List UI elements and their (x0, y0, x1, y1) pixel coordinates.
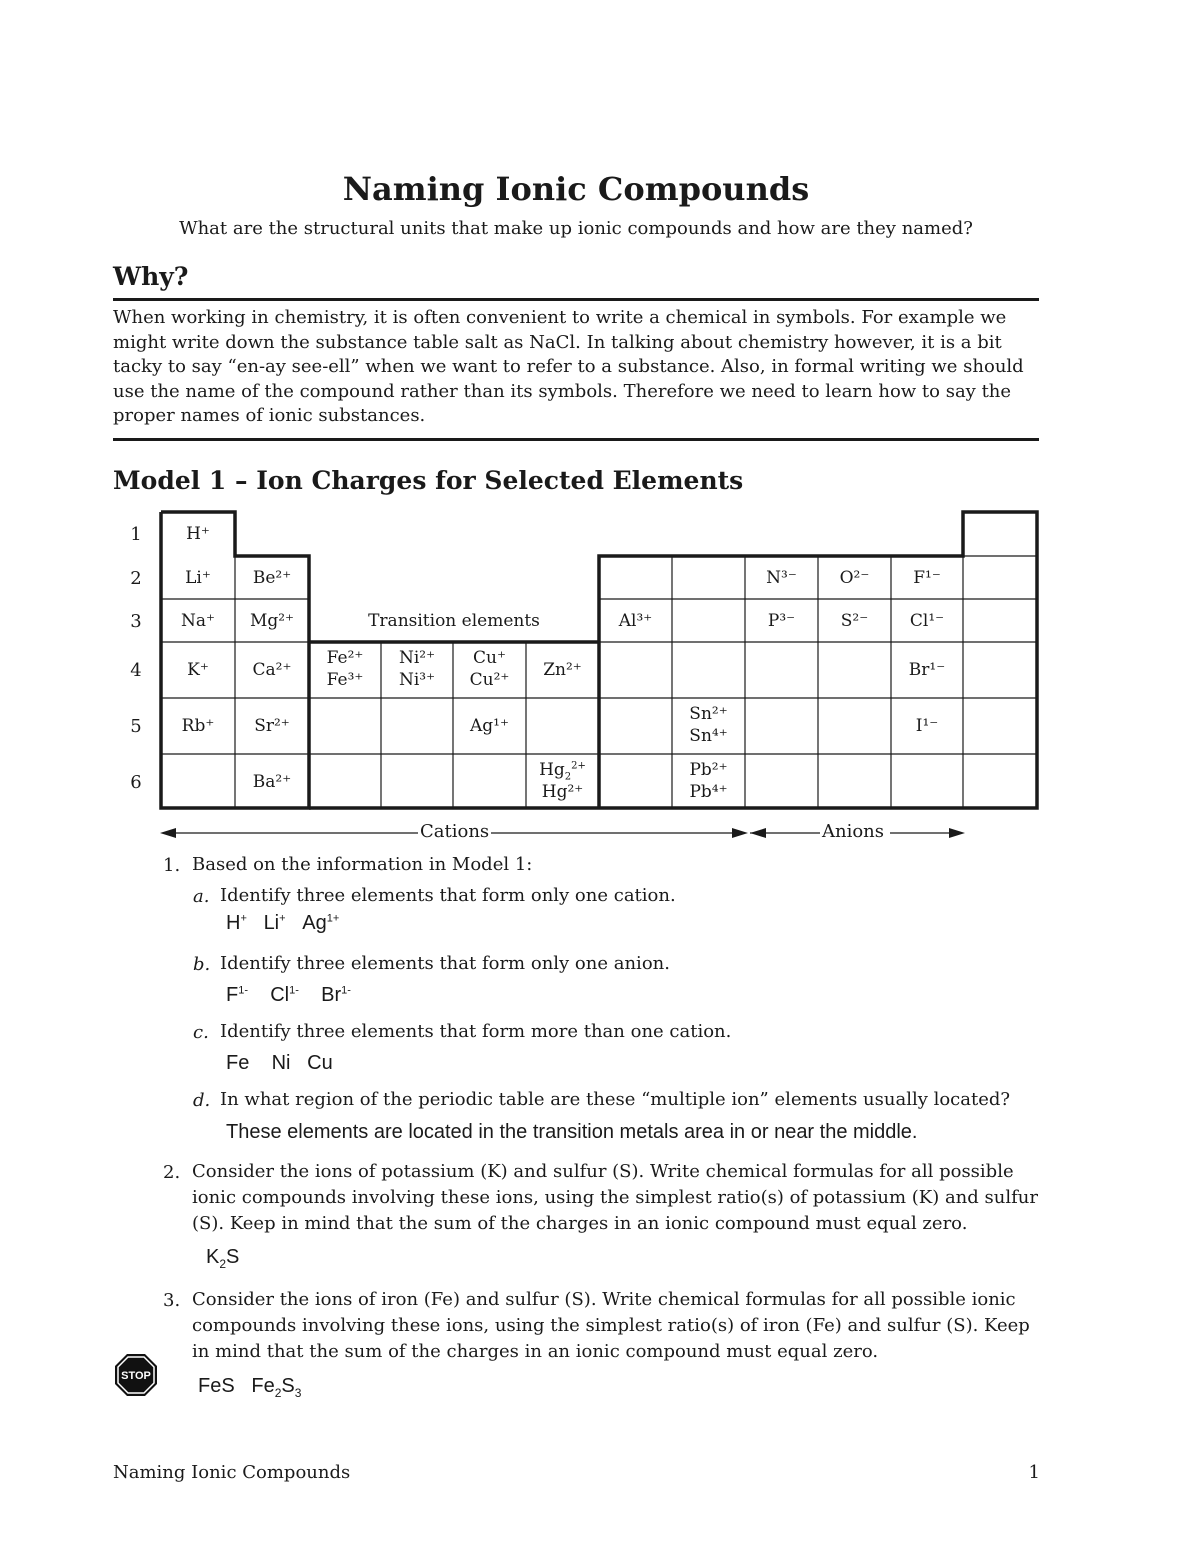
ion-hg-b: Hg²⁺ (541, 782, 584, 802)
ion-sn2: Sn²⁺ (689, 704, 728, 724)
ion-cell-zn: Zn²⁺ (543, 660, 582, 680)
ion-cell-ba: Ba²⁺ (252, 772, 292, 792)
question-1b-text: Identify three elements that form only one anion. (220, 953, 670, 974)
ion-hg-a: $Hg_2^{2+}$ (539, 760, 586, 783)
row-number: 5 (130, 716, 142, 737)
answer-1a: H+ Li+ $Ag^{1+}$ (226, 912, 340, 934)
why-paragraph: When working in chemistry, it is often convenient to write a chemical in symbols. For example we might write down the substance table salt as NaCl. In talking about chemistry however, it is a bit tacky to say “en-ay see-ell” when we want to refer to a substance. Also, in formal writing we should use the name of the compound rather than its symbols. Therefore we need to learn how to say the proper names of ionic substances. (113, 307, 1024, 426)
question-2-text: Consider the ions of potassium (K) and sulfur (S). Write chemical formulas for all possible ionic compounds involving these ions, using the simplest ratio(s) of potassium (K) and sulfur (S). Keep in mind that the sum of the charges in an ionic compound must equal zero. (192, 1161, 1038, 1234)
ion-cell-sn (672, 703, 745, 747)
ion-cu2: Cu²⁺ (469, 670, 510, 690)
ion-cell-cl: Cl¹⁻ (909, 611, 945, 631)
answer-1d: These elements are located in the transition metals area in or near the middle. (226, 1121, 918, 1143)
subquestion-label: c. (193, 1022, 209, 1043)
ion-pb2: Pb²⁺ (689, 760, 728, 780)
ion-cell-hg (526, 759, 599, 803)
subquestion-label: d. (193, 1090, 211, 1111)
answer-1c: Fe Ni Cu (226, 1052, 333, 1074)
question-number: 1. (163, 855, 181, 876)
ion-pb4: Pb⁴⁺ (689, 782, 728, 802)
ion-cell-na: Na⁺ (181, 611, 215, 631)
row-number: 4 (130, 660, 142, 681)
ion-cell-cu (453, 647, 526, 691)
page-title: Naming Ionic Compounds (342, 170, 810, 208)
row-number: 3 (130, 611, 142, 632)
subquestion-label: a. (193, 886, 210, 907)
question-number: 2. (163, 1162, 181, 1183)
subquestion-label: b. (193, 954, 211, 975)
page-subtitle: What are the structural units that make up ionic compounds and how are they named? (179, 218, 973, 239)
ion-cell-rb: Rb⁺ (181, 716, 215, 736)
ion-cell-p: P³⁻ (767, 611, 796, 631)
ion-cell-mg: Mg²⁺ (249, 611, 295, 631)
question-1d-text: In what region of the periodic table are these “multiple ion” elements usually located? (220, 1089, 1011, 1110)
transition-elements-label: Transition elements (368, 611, 540, 631)
answer-3: FeS $Fe_2S_3$ (198, 1375, 302, 1400)
ion-fe2: Fe²⁺ (326, 648, 364, 668)
ion-cell-o: O²⁻ (839, 568, 870, 588)
ion-cell-ag: Ag¹⁺ (470, 716, 509, 736)
why-heading: Why? (113, 262, 189, 291)
ion-cell-sr: Sr²⁺ (254, 716, 290, 736)
question-1c-text: Identify three elements that form more than one cation. (220, 1021, 732, 1042)
question-number: 3. (163, 1290, 181, 1311)
row-number: 6 (130, 772, 142, 793)
ion-cell-f: F¹⁻ (913, 568, 941, 588)
answer-1b: $F^{1-}$ $Cl^{1-}$ $Br^{1-}$ (226, 984, 351, 1006)
ion-cell-pb (672, 759, 745, 803)
ion-cell-br: Br¹⁻ (908, 660, 946, 680)
ion-cell-h: H⁺ (186, 524, 210, 544)
question-1-text: Based on the information in Model 1: (192, 854, 533, 875)
stop-sign-icon (113, 1352, 159, 1398)
model-heading: Model 1 – Ion Charges for Selected Elements (113, 466, 744, 495)
footer-title: Naming Ionic Compounds (113, 1462, 351, 1483)
row-number: 2 (130, 568, 142, 589)
ion-ni2: Ni²⁺ (398, 648, 436, 668)
ion-cell-i: I¹⁻ (915, 716, 939, 736)
ion-fe3: Fe³⁺ (326, 670, 364, 690)
ion-cell-al: Al³⁺ (618, 611, 653, 631)
question-1a-text: Identify three elements that form only one cation. (220, 885, 676, 906)
cations-label: Cations (420, 821, 490, 842)
ion-cell-li: Li⁺ (185, 568, 211, 588)
ion-cell-be: Be²⁺ (252, 568, 292, 588)
stop-sign-text: STOP (121, 1370, 151, 1382)
ion-cell-fe (309, 647, 381, 691)
row-number: 1 (130, 524, 142, 545)
ion-cell-k: K⁺ (187, 660, 209, 680)
question-3-text: Consider the ions of iron (Fe) and sulfur (S). Write chemical formulas for all possible ionic compounds involving these ions, using the simplest ratio(s) of iron (Fe) and sulfur (S). Keep in mind that the sum of the charges in an ionic compound must equal zero. (192, 1289, 1030, 1362)
page-number: 1 (1028, 1462, 1040, 1483)
ion-cell-ni (381, 647, 453, 691)
ion-cu1: Cu⁺ (473, 648, 506, 668)
ion-sn4: Sn⁴⁺ (689, 726, 728, 746)
ion-cell-s: S²⁻ (840, 611, 869, 631)
answer-2: $K_2S$ (206, 1246, 240, 1271)
anions-label: Anions (822, 821, 885, 842)
ion-cell-ca: Ca²⁺ (252, 660, 292, 680)
ion-ni3: Ni³⁺ (398, 670, 436, 690)
ion-cell-n: N³⁻ (766, 568, 797, 588)
